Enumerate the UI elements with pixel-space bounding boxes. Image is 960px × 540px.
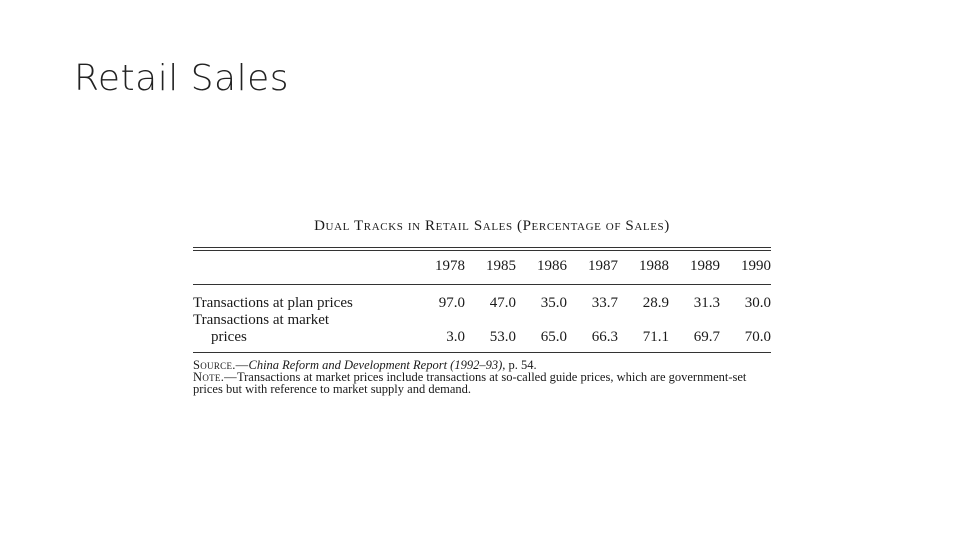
note-lead: Note.—: [193, 370, 237, 384]
table-cell: 66.3: [591, 329, 618, 345]
year-header: 1985: [486, 258, 516, 274]
table-notes: [193, 359, 771, 395]
row-label-line2: prices: [211, 329, 247, 345]
table-cell: 3.0: [446, 329, 465, 345]
source-title: China Reform and Development Report (1992–93): [248, 358, 503, 372]
table-cell: 71.1: [642, 329, 669, 345]
year-header: 1988: [639, 258, 669, 274]
table-row: [193, 312, 771, 346]
note-text: Transactions at market prices include transactions at so-called guide prices, which are government-set prices but with reference to market supply and demand.: [193, 370, 747, 396]
year-header: 1978: [435, 258, 465, 274]
table-caption: Dual Tracks in Retail Sales (Percentage of Sales): [314, 218, 670, 234]
table-cell: 33.7: [591, 295, 618, 311]
header-blank: [193, 251, 414, 285]
retail-sales-table: [193, 251, 771, 346]
table-cell: 97.0: [438, 295, 465, 311]
table-cell: 47.0: [489, 295, 516, 311]
table-cell: 35.0: [540, 295, 567, 311]
table-cell: 65.0: [540, 329, 567, 345]
footnote: [193, 371, 771, 395]
row-label-line1: Transactions at market: [193, 312, 330, 328]
year-header: 1987: [588, 258, 618, 274]
table-figure: [193, 218, 771, 395]
source-tail: , p. 54.: [502, 358, 537, 372]
table-cell: 53.0: [489, 329, 516, 345]
year-header: 1990: [741, 258, 771, 274]
header-row: [193, 251, 771, 285]
year-header: 1989: [690, 258, 720, 274]
table-row: [193, 285, 771, 313]
row-label: [193, 312, 414, 346]
table-cell: 70.0: [744, 329, 771, 345]
row-label: Transactions at plan prices: [193, 295, 353, 311]
table-cell: 31.3: [693, 295, 720, 311]
year-header: 1986: [537, 258, 567, 274]
table-cell: 30.0: [744, 295, 771, 311]
source-lead: Source.—: [193, 358, 249, 372]
table-cell: 28.9: [642, 295, 669, 311]
slide-title: Retail Sales: [74, 58, 289, 99]
bottom-rule: [193, 352, 771, 353]
table-cell: 69.7: [693, 329, 720, 345]
